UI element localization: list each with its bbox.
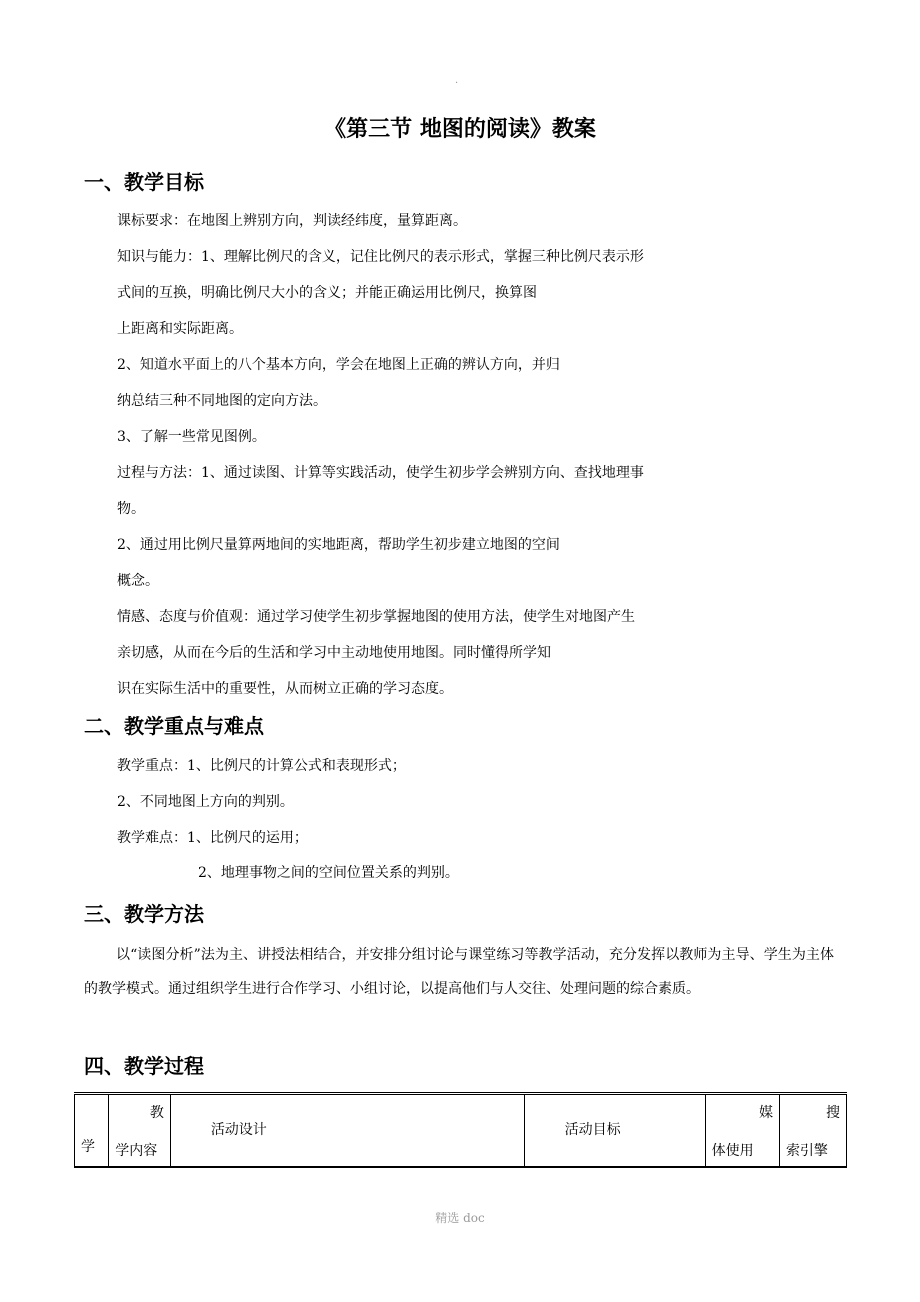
table-cell-text: 索引擎 [785, 1142, 828, 1159]
objective-line: 2、知道水平面上的八个基本方向，学会在地图上正确的辨认方向，并归 [117, 357, 560, 373]
key-point-line: 教学难点：1、比例尺的运用； [117, 830, 308, 846]
section-heading-process: 四、教学过程 [84, 1054, 204, 1078]
table-cell-text: 媒 [758, 1104, 773, 1121]
objective-line: 情感、态度与价值观：通过学习使学生初步掌握地图的使用方法，使学生对地图产生 [117, 609, 635, 625]
table-cell-search-engine [779, 1094, 846, 1168]
section-heading-objectives: 一、教学目标 [84, 170, 204, 194]
objective-line: 式间的互换，明确比例尺大小的含义；并能正确运用比例尺，换算图 [117, 285, 537, 301]
teaching-process-table [74, 1092, 847, 1168]
table-cell-text: 学 [81, 1139, 95, 1155]
objective-line: 3、了解一些常见图例。 [117, 429, 266, 445]
table-cell-media [705, 1094, 779, 1168]
page-title: 《第三节 地图的阅读》教案 [324, 117, 596, 142]
table-cell-text: 活动设计 [210, 1122, 267, 1138]
objective-line: 课标要求：在地图上辨别方向，判读经纬度，量算距离。 [117, 213, 467, 229]
table-cell-text: 教 [149, 1104, 164, 1121]
objective-line: 上距离和实际距离。 [117, 321, 243, 337]
objective-line: 物。 [117, 501, 145, 517]
table-cell-text: 活动目标 [564, 1122, 621, 1138]
table-cell-stage [75, 1094, 109, 1168]
objective-line: 过程与方法：1、通过读图、计算等实践活动，使学生初步学会辨别方向、查找地理事 [117, 465, 644, 481]
key-point-line: 2、不同地图上方向的判别。 [117, 794, 294, 810]
key-point-line: 2、地理事物之间的空间位置关系的判别。 [198, 865, 459, 881]
objective-line: 知识与能力：1、理解比例尺的含义，记住比例尺的表示形式，掌握三种比例尺表示形 [117, 249, 644, 265]
table-cell-text: 体使用 [711, 1142, 754, 1159]
page-footer: 精选 doc [435, 1211, 485, 1225]
section-heading-methods: 三、教学方法 [84, 902, 204, 926]
objective-line: 2、通过用比例尺量算两地间的实地距离，帮助学生初步建立地图的空间 [117, 537, 560, 553]
header-mark: · [455, 78, 459, 89]
objective-line: 纳总结三种不同地图的定向方法。 [117, 393, 327, 409]
section-heading-key-points: 二、教学重点与难点 [84, 714, 264, 738]
objective-line: 亲切感，从而在今后的生活和学习中主动地使用地图。同时懂得所学知 [117, 645, 551, 661]
table-cell-activity-goal [524, 1094, 705, 1168]
table-cell-activity-design [170, 1094, 524, 1168]
objective-line: 识在实际生活中的重要性，从而树立正确的学习态度。 [117, 681, 453, 697]
table-cell-content [109, 1094, 171, 1168]
table-cell-text: 搜 [826, 1104, 840, 1121]
methods-paragraph: 以“读图分析”法为主、讲授法相结合，并安排分组讨论与课堂练习等教学活动，充分发挥以教师为主导、学生为主体的教学模式。通过组织学生进行合作学习、小组讨论，以提高他们与人交往、处理问题的综合素质。 [84, 947, 834, 997]
key-point-line: 教学重点：1、比例尺的计算公式和表现形式； [117, 758, 406, 774]
objective-line: 概念。 [117, 573, 159, 589]
table-header-row [75, 1094, 847, 1168]
table-cell-text: 学内容 [115, 1142, 158, 1159]
